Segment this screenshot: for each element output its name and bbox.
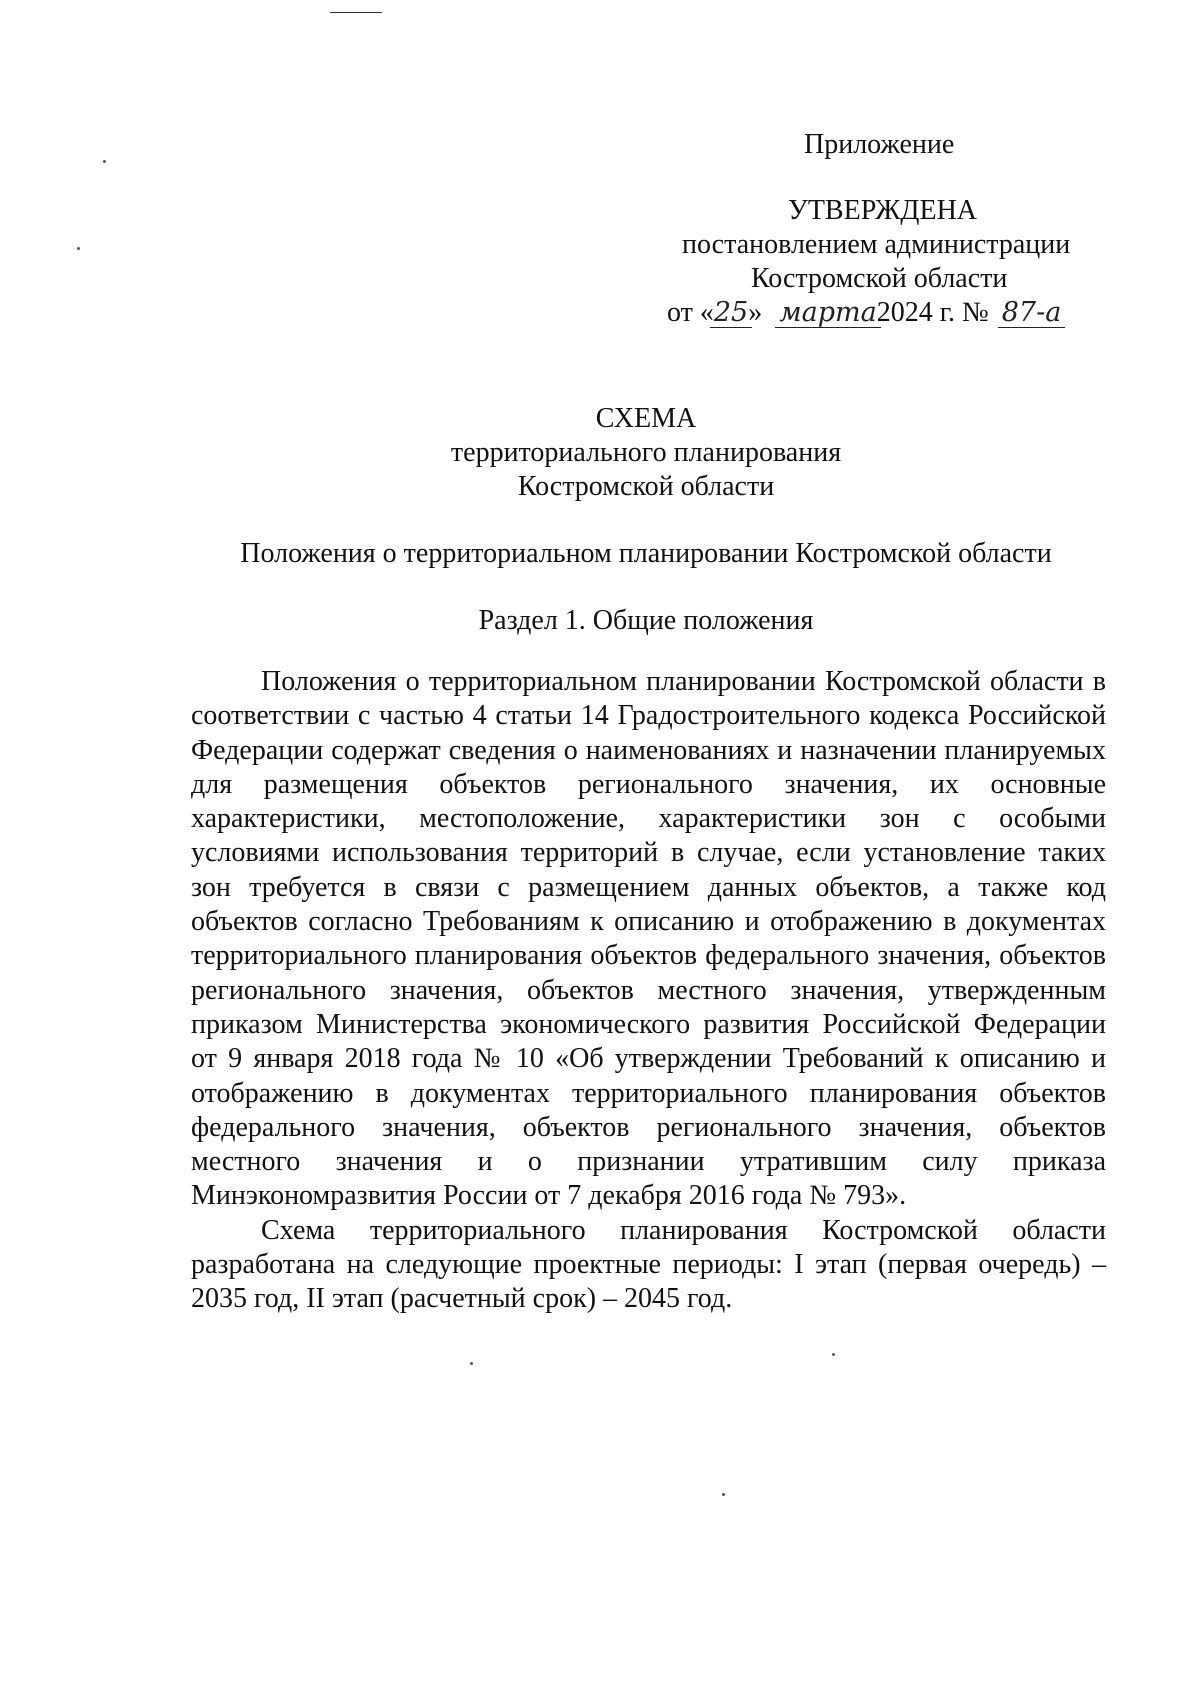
scan-speck (103, 160, 106, 163)
document-title: СХЕМА (595, 403, 697, 434)
section-heading: Раздел 1. Общие положения (478, 605, 814, 636)
date-year: 2024 г. № (876, 297, 989, 328)
handwritten-number: 87-а (1001, 297, 1062, 328)
document-subtitle: Положения о территориальном планировании Костромской области (240, 538, 1052, 569)
scan-speck (470, 1362, 473, 1365)
handwritten-month: марта (779, 297, 877, 328)
approved-label: УТВЕРЖДЕНА (788, 195, 978, 226)
appendix-label: Приложение (804, 129, 955, 160)
document-title-line2: территориального планирования (450, 437, 842, 468)
scan-speck (77, 247, 80, 250)
date-prefix: от « (667, 297, 714, 328)
document-title-line3: Костромской области (517, 471, 775, 502)
scan-mark (330, 12, 382, 13)
body-text (191, 665, 1106, 1317)
body-paragraph-1: Положения о территориальном планировании Костромской области в соответствии с частью 4 статьи 14 Градостроительного кодекса Российской Федерации содержат сведения о наименованиях и назначении планируемых для размещения объектов регионального значения, их основные характеристики, местоположение, характеристики зон с особыми условиями использования территорий в случае, если установление таких зон требуется в связи с размещением данных объектов, а также код объектов согласно Требованиям к описанию и отображению в документах территориального планирования объектов федерального значения, объектов регионального значения, объектов местного значения, утвержденным приказом Министерства экономического развития Российской Федерации от 9 января 2018 года № 10 «Об утверждении Требований к описанию и отображению в документах территориального планирования объектов федерального значения, объектов регионального значения, объектов местного значения и о признании утратившим силу приказа Минэкономразвития России от 7 декабря 2016 года № 793». (191, 666, 1106, 1212)
approval-dateline (667, 296, 1061, 330)
approval-region: Костромской области (751, 263, 1008, 294)
scan-speck (832, 1353, 835, 1356)
handwritten-day: 25 (713, 297, 749, 328)
scan-speck (722, 1493, 725, 1496)
body-paragraph-2: Схема территориального планирования Костромской области разработана на следующие проектные периоды: I этап (первая очередь) – 2035 год, II этап (расчетный срок) – 2045 год. (191, 1214, 1106, 1315)
approval-authority: постановлением администрации (682, 229, 1071, 260)
date-mid: » (748, 297, 763, 328)
